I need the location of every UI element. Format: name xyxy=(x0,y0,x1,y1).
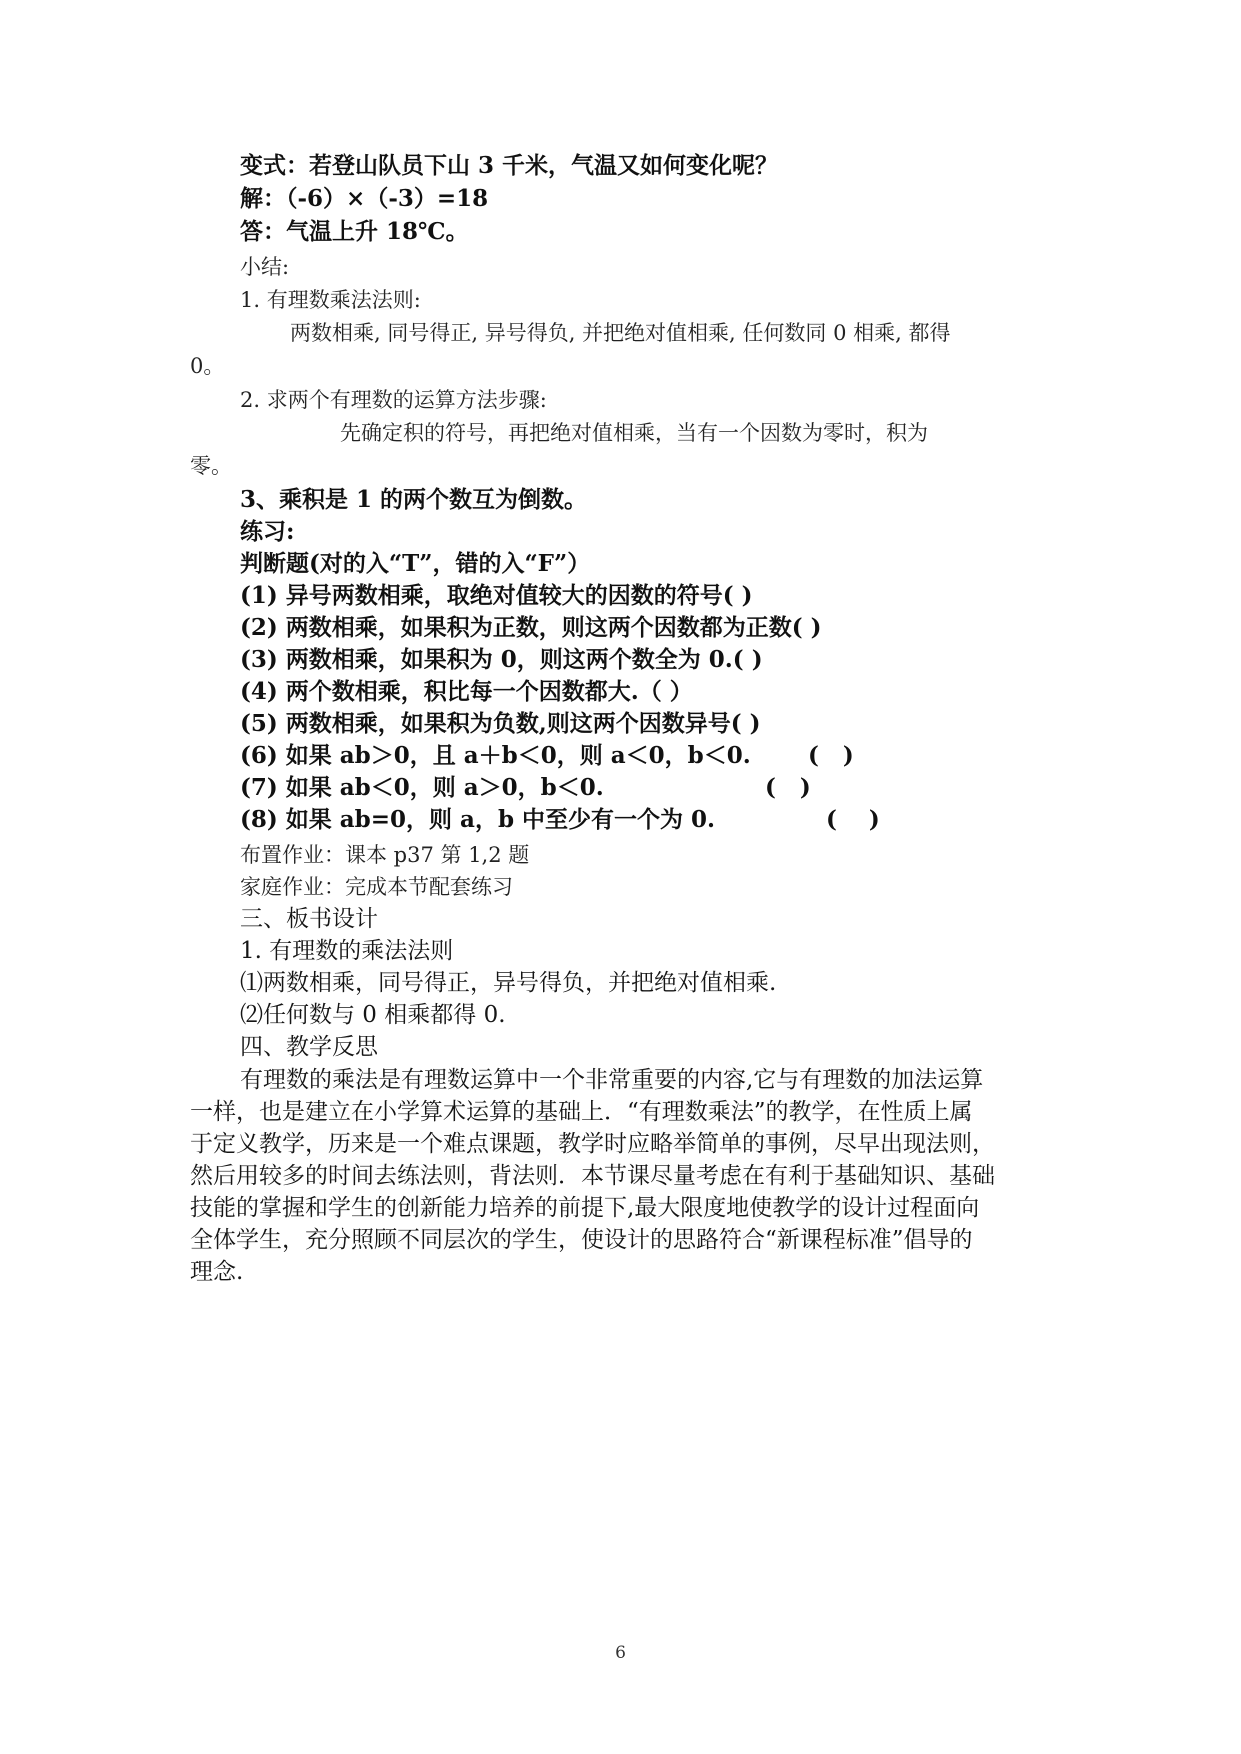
question-2: (2) 两数相乘，如果积为正数，则这两个因数都为正数( ) xyxy=(240,614,822,641)
answer-blank-7: ( ) xyxy=(765,774,811,801)
rule2-title: 2. 求两个有理数的运算方法步骤: xyxy=(240,388,547,412)
section3-title: 三、板书设计 xyxy=(240,906,378,932)
answer-blank-6: ( ) xyxy=(808,742,854,769)
solution-line: 解：（-6）×（-3）=18 xyxy=(240,185,489,212)
true-false-title: 判断题(对的入“T”，错的入“F”） xyxy=(240,550,591,577)
board-item-1-2: ⑵任何数与 0 相乘都得 0. xyxy=(240,1002,506,1028)
board-item-1-1: ⑴两数相乘，同号得正，异号得负，并把绝对值相乘. xyxy=(240,970,777,996)
rule2-body-cont: 零。 xyxy=(190,454,232,478)
reflection-line-5: 技能的掌握和学生的创新能力培养的前提下,最大限度地使教学的设计过程面向 xyxy=(190,1195,980,1221)
board-item-1: 1. 有理数的乘法法则 xyxy=(240,938,454,964)
question-1: (1) 异号两数相乘，取绝对值较大的因数的符号( ) xyxy=(240,582,753,609)
reflection-line-7: 理念. xyxy=(190,1259,244,1285)
practice-title: 练习: xyxy=(240,518,295,545)
variant-question: 变式：若登山队员下山 3 千米，气温又如何变化呢？ xyxy=(240,152,779,179)
answer-line: 答：气温上升 18℃。 xyxy=(240,218,469,245)
page-number: 6 xyxy=(615,1643,626,1663)
summary-title: 小结: xyxy=(240,255,290,279)
rule1-title: 1. 有理数乘法法则: xyxy=(240,288,421,312)
rule1-body-cont: 0。 xyxy=(190,354,225,378)
rule1-body: 两数相乘, 同号得正, 异号得负, 并把绝对值相乘, 任何数同 0 相乘, 都得 xyxy=(290,321,951,345)
rule2-body: 先确定积的符号，再把绝对值相乘，当有一个因数为零时，积为 xyxy=(340,421,928,445)
homework-home: 家庭作业：完成本节配套练习 xyxy=(240,875,513,899)
reflection-line-2: 一样，也是建立在小学算术运算的基础上．“有理数乘法”的教学，在性质上属 xyxy=(190,1099,973,1125)
answer-blank-8: ( ) xyxy=(826,806,880,833)
question-8: (8) 如果 ab=0，则 a，b 中至少有一个为 0. xyxy=(240,806,716,833)
rule3: 3、乘积是 1 的两个数互为倒数。 xyxy=(240,486,588,513)
question-3: (3) 两数相乘，如果积为 0，则这两个数全为 0.( ) xyxy=(240,646,763,673)
section4-title: 四、教学反思 xyxy=(240,1034,378,1060)
question-4: (4) 两个数相乘，积比每一个因数都大.（ ） xyxy=(240,678,693,705)
question-6: (6) 如果 ab＞0，且 a＋b＜0，则 a＜0，b＜0. xyxy=(240,742,751,769)
reflection-line-6: 全体学生，充分照顾不同层次的学生，使设计的思路符合“新课程标准”倡导的 xyxy=(190,1227,973,1253)
question-5: (5) 两数相乘，如果积为负数,则这两个因数异号( ) xyxy=(240,710,761,737)
question-7: (7) 如果 ab＜0，则 a＞0，b＜0. xyxy=(240,774,604,801)
reflection-line-3: 于定义教学，历来是一个难点课题，教学时应略举简单的事例，尽早出现法则， xyxy=(190,1131,995,1157)
reflection-line-1: 有理数的乘法是有理数运算中一个非常重要的内容,它与有理数的加法运算 xyxy=(240,1067,984,1093)
homework-class: 布置作业：课本 p37 第 1,2 题 xyxy=(240,843,530,867)
reflection-line-4: 然后用较多的时间去练法则，背法则．本节课尽量考虑在有利于基础知识、基础 xyxy=(190,1163,995,1189)
